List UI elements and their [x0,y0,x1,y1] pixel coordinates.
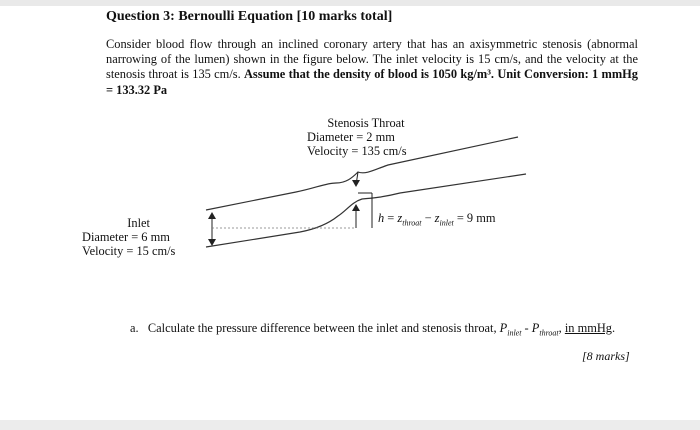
part-a-question: a. Calculate the pressure difference between the inlet and stenosis throat, $P_{inlet} - P_{throat}$, in mmHg. [130,321,616,338]
height-label: $h = z_{throat} - z_{inlet} = 9$ mm [378,211,496,228]
throat-velocity: Velocity = 135 cm/s [307,144,407,158]
part-a-text: Calculate the pressure difference between the inlet and stenosis throat, [147,321,500,335]
inlet-velocity: Velocity = 15 cm/s [82,244,176,258]
intro-bold-text: Assume that the density of blood is 1050 kg/m³. Unit Conversion: 1 mmHg = 133.32 Pa [106,67,638,97]
part-a-marks: [8 marks] [582,349,630,363]
throat-diameter: Diameter = 2 mm [307,130,395,144]
inlet-diameter: Diameter = 6 mm [82,230,170,244]
question-title: Question 3: Bernoulli Equation [10 marks total] [106,9,393,24]
part-a-units: in mmHg [564,321,612,335]
intro-text: Consider blood flow through an inclined coronary artery that has an axisymmetric stenosis (abnormal narrowing of the lumen) shown in the figure below. The inlet velocity is 15 cm/s, and the velocity at the stenosis throat is 135 cm/s. [106,37,638,82]
inlet-title: Inlet [127,216,150,230]
part-a-label: a. [130,321,139,335]
throat-title: Stenosis Throat [327,116,405,130]
